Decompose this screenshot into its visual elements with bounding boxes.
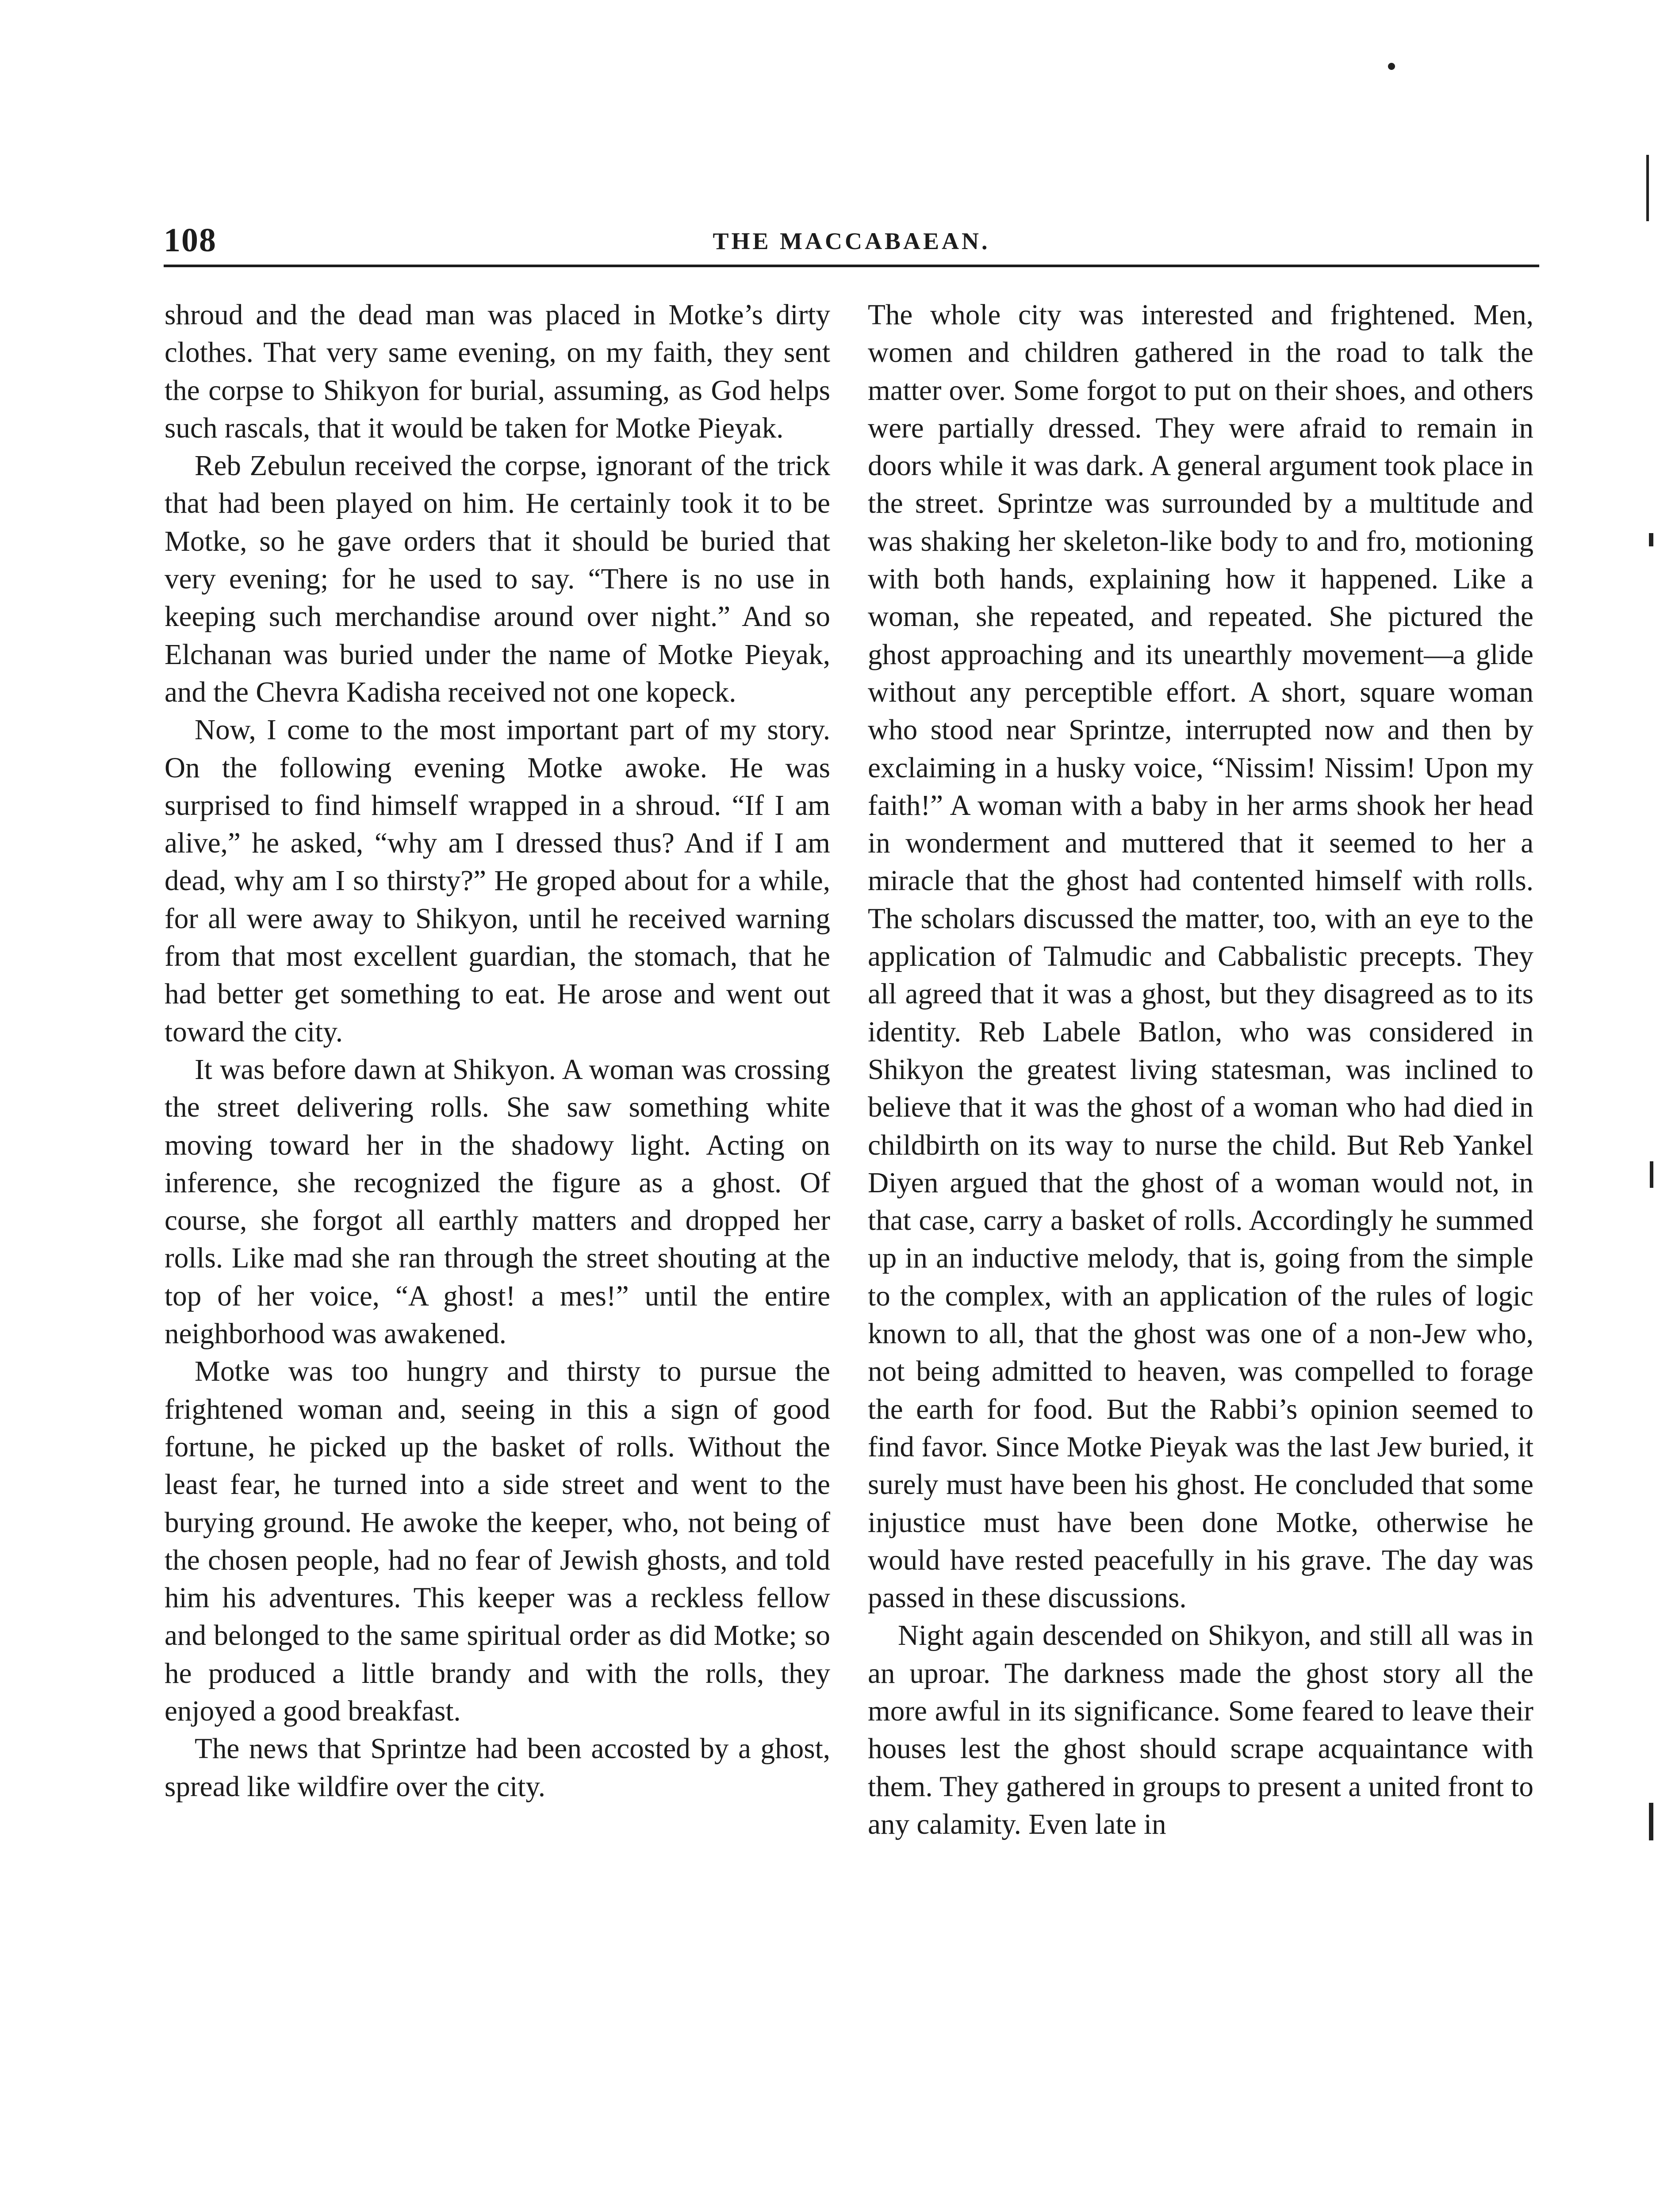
scan-edge-mark — [1649, 533, 1653, 546]
scan-speck — [1388, 63, 1395, 70]
page-number: 108 — [164, 222, 217, 259]
left-column — [165, 296, 830, 1806]
paragraph: Night again descended on Shikyon, and still all was in an uproar. The darkness made the ghost story all the more awful in its significance. Some feared to leave their houses lest the ghost should scrape acquaintance with them. They gathered in groups to present a united front to any calamity. Even late in — [868, 1620, 1533, 1840]
paragraph: The whole city was interested and frightened. Men, women and children gathered in the road to talk the matter over. Some forgot to put on their shoes, and others were partially dressed. They were afraid to remain in doors while it was dark. A general argument took place in the street. Sprintze was surrounded by a multitude and was shaking her skeleton-like body to and fro, motioning with both hands, explaining how it happened. Like a woman, she repeated, and repeated. She pictured the ghost approaching and its unearthly movement—a glide without any perceptible effort. A short, square woman who stood near Sprintze, interrupted now and then by exclaiming in a husky voice, “Nissim! Nissim! Upon my faith!” A woman with a baby in her arms shook her head in wonderment and muttered that it seemed to her a miracle that the ghost had contented himself with rolls. The scholars discussed the matter, too, with an eye to the application of Talmudic and Cabbalistic precepts. They all agreed that it was a ghost, but they disagreed as to its identity. Reb Labele Batlon, who was considered in Shikyon the greatest living statesman, was inclined to believe that it was the ghost of a woman who had died in childbirth on its way to nurse the child. But Reb Yankel Diyen argued that the ghost of a woman would not, in that case, carry a basket of rolls. Accordingly he summed up in an inductive melody, that is, going from the simple to the complex, with an application of the rules of logic known to all, that the ghost was one of a non-Jew who, not being admitted to heaven, was compelled to forage the earth for food. But the Rabbi’s opinion seemed to find favor. Since Motke Pieyak was the last Jew buried, it surely must have been his ghost. He concluded that some injustice must have been done Motke, otherwise he would have rested peacefully in his grave. The day was passed in these discussions. — [868, 299, 1533, 1614]
paragraph: shroud and the dead man was placed in Motke’s dirty clothes. That very same evening, on my faith, they sent the corpse to Shikyon for burial, assuming, as God helps such rascals, that it would be taken for Motke Pieyak. — [165, 299, 830, 444]
right-column — [868, 296, 1533, 1843]
scan-edge-mark — [1646, 155, 1649, 221]
paragraph: Motke was too hungry and thirsty to pursue the frightened woman and, seeing in this a sign of good fortune, he picked up the basket of rolls. Without the least fear, he turned into a side street and went to the burying ground. He awoke the keeper, who, not being of the chosen people, had no fear of Jewish ghosts, and told him his adventures. This keeper was a reckless fellow and belonged to the same spiritual order as did Motke; so he produced a little brandy and with the rolls, they enjoyed a good breakfast. — [165, 1356, 830, 1727]
scan-edge-mark — [1650, 1161, 1653, 1188]
running-head — [164, 221, 1539, 270]
paragraph: It was before dawn at Shikyon. A woman was crossing the street delivering rolls. She saw something white moving toward her in the shadowy light. Acting on inference, she recognized the figure as a ghost. Of course, she forgot all earthly matters and dropped her rolls. Like mad she ran through the street shouting at the top of her voice, “A ghost! a mes!” until the entire neighborhood was awakened. — [165, 1053, 830, 1350]
scan-edge-mark — [1649, 1803, 1653, 1840]
paragraph: Now, I come to the most important part of my story. On the following evening Motke awoke. He was surprised to find himself wrapped in a shroud. “If I am alive,” he asked, “why am I dressed thus? And if I am dead, why am I so thirsty?” He groped about for a while, for all were away to Shikyon, until he received warning from that most excellent guardian, the stomach, that he had better get something to eat. He arose and went out toward the city. — [165, 714, 830, 1048]
journal-title: THE MACCABAEAN. — [713, 228, 990, 254]
paragraph: The news that Sprintze had been accosted by a ghost, spread like wildfire over the city. — [165, 1733, 830, 1803]
header-rule — [164, 265, 1539, 267]
paragraph: Reb Zebulun received the corpse, ignorant of the trick that had been played on him. He certainly took it to be Motke, so he gave orders that it should be buried that very evening; for he used to say. “There is no use in keeping such merchandise around over night.” And so Elchanan was buried under the name of Motke Pieyak, and the Chevra Kadisha received not one kopeck. — [165, 450, 830, 708]
